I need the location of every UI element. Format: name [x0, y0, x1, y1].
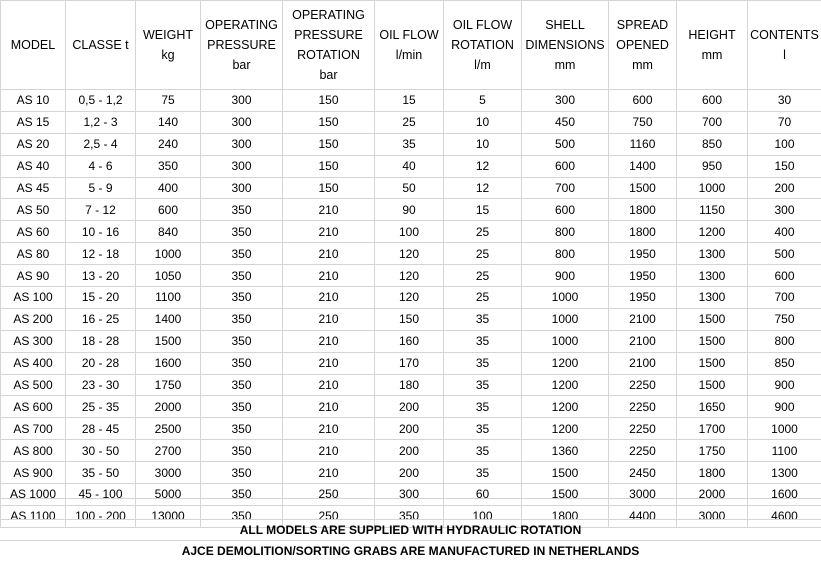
- table-cell: 1600: [136, 352, 201, 374]
- table-cell: 1000: [677, 177, 748, 199]
- table-cell: 600: [609, 90, 677, 112]
- table-cell: 350: [201, 374, 283, 396]
- table-cell: 50: [375, 177, 444, 199]
- table-cell: 350: [136, 155, 201, 177]
- table-cell: 35: [444, 440, 522, 462]
- table-cell: 400: [136, 177, 201, 199]
- table-row: [1, 418, 821, 440]
- table-cell: 5000: [136, 484, 201, 506]
- table-cell: 2000: [677, 484, 748, 506]
- model-cell: AS 20: [1, 133, 66, 155]
- table-cell: 1500: [677, 374, 748, 396]
- table-cell: 1100: [748, 440, 821, 462]
- table-cell: 1160: [609, 133, 677, 155]
- table-cell: 500: [748, 243, 821, 265]
- table-cell: 1600: [748, 484, 821, 506]
- table-cell: 2,5 - 4: [66, 133, 136, 155]
- table-cell: 20 - 28: [66, 352, 136, 374]
- table-cell: 600: [522, 199, 609, 221]
- table-cell: 200: [748, 177, 821, 199]
- table-cell: 35: [444, 396, 522, 418]
- column-header-contents: CONTENTS l: [748, 1, 821, 90]
- table-cell: 900: [522, 265, 609, 287]
- table-cell: 1700: [677, 418, 748, 440]
- model-cell: AS 1100: [1, 505, 66, 527]
- table-cell: 200: [375, 462, 444, 484]
- table-cell: 1360: [522, 440, 609, 462]
- table-cell: 4600: [748, 505, 821, 527]
- table-cell: 210: [283, 374, 375, 396]
- table-cell: 210: [283, 396, 375, 418]
- table-row: [1, 287, 821, 309]
- table-cell: 100: [748, 133, 821, 155]
- table-cell: 5: [444, 90, 522, 112]
- table-row: [1, 440, 821, 462]
- model-cell: AS 500: [1, 374, 66, 396]
- table-cell: 700: [522, 177, 609, 199]
- model-cell: AS 60: [1, 221, 66, 243]
- table-cell: 300: [522, 90, 609, 112]
- table-cell: 35: [444, 352, 522, 374]
- table-cell: 300: [201, 177, 283, 199]
- table-cell: 35: [444, 418, 522, 440]
- table-cell: 1200: [522, 418, 609, 440]
- table-cell: 1750: [677, 440, 748, 462]
- table-cell: 35: [375, 133, 444, 155]
- table-cell: 200: [375, 396, 444, 418]
- table-cell: 2250: [609, 418, 677, 440]
- table-cell: 7 - 12: [66, 199, 136, 221]
- table-header: [1, 1, 821, 90]
- table-cell: 210: [283, 243, 375, 265]
- table-cell: 300: [201, 133, 283, 155]
- table-cell: 150: [283, 90, 375, 112]
- table-cell: 3000: [677, 505, 748, 527]
- table-cell: 210: [283, 440, 375, 462]
- table-row: [1, 111, 821, 133]
- table-cell: 1500: [677, 308, 748, 330]
- table-cell: 350: [201, 418, 283, 440]
- table-cell: 4400: [609, 505, 677, 527]
- table-cell: 600: [522, 155, 609, 177]
- table-row: [1, 243, 821, 265]
- table-cell: 700: [748, 287, 821, 309]
- column-header-weight: WEIGHT kg: [136, 1, 201, 90]
- table-cell: 210: [283, 330, 375, 352]
- table-row: [1, 199, 821, 221]
- model-cell: AS 10: [1, 90, 66, 112]
- table-cell: 70: [748, 111, 821, 133]
- table-cell: 35: [444, 308, 522, 330]
- table-cell: 800: [522, 243, 609, 265]
- table-cell: 1650: [677, 396, 748, 418]
- table-cell: 5 - 9: [66, 177, 136, 199]
- table-cell: 240: [136, 133, 201, 155]
- table-cell: 350: [201, 352, 283, 374]
- table-cell: 200: [375, 418, 444, 440]
- table-cell: 1400: [609, 155, 677, 177]
- table-cell: 600: [677, 90, 748, 112]
- model-cell: AS 100: [1, 287, 66, 309]
- table-cell: 1000: [748, 418, 821, 440]
- table-cell: 150: [748, 155, 821, 177]
- model-cell: AS 400: [1, 352, 66, 374]
- table-cell: 1000: [522, 330, 609, 352]
- table-cell: 1950: [609, 243, 677, 265]
- table-row: [1, 177, 821, 199]
- table-cell: 180: [375, 374, 444, 396]
- table-cell: 850: [748, 352, 821, 374]
- table-cell: 120: [375, 243, 444, 265]
- table-cell: 10: [444, 111, 522, 133]
- table-row: [1, 352, 821, 374]
- table-row: [1, 396, 821, 418]
- table-cell: 140: [136, 111, 201, 133]
- model-cell: AS 800: [1, 440, 66, 462]
- table-cell: 1150: [677, 199, 748, 221]
- table-cell: 1050: [136, 265, 201, 287]
- table-cell: 300: [375, 484, 444, 506]
- table-row: [1, 462, 821, 484]
- table-cell: 25: [444, 243, 522, 265]
- model-cell: AS 15: [1, 111, 66, 133]
- table-cell: 1800: [609, 221, 677, 243]
- table-cell: 25: [444, 221, 522, 243]
- table-row: [1, 265, 821, 287]
- table-row: [1, 221, 821, 243]
- table-cell: 950: [677, 155, 748, 177]
- table-cell: 30: [748, 90, 821, 112]
- table-cell: 900: [748, 396, 821, 418]
- table-cell: 13 - 20: [66, 265, 136, 287]
- table-cell: 210: [283, 265, 375, 287]
- model-cell: AS 200: [1, 308, 66, 330]
- column-header-operating-pressure-rotation: OPERATING PRESSURE ROTATION bar: [283, 1, 375, 90]
- table-cell: 1000: [522, 287, 609, 309]
- table-cell: 2250: [609, 374, 677, 396]
- table-cell: 120: [375, 265, 444, 287]
- table-cell: 2250: [609, 396, 677, 418]
- model-cell: AS 80: [1, 243, 66, 265]
- table-cell: 150: [375, 308, 444, 330]
- table-cell: 1000: [136, 243, 201, 265]
- table-cell: 100 - 200: [66, 505, 136, 527]
- model-cell: AS 45: [1, 177, 66, 199]
- table-cell: 4 - 6: [66, 155, 136, 177]
- table-cell: 1950: [609, 287, 677, 309]
- table-cell: 2700: [136, 440, 201, 462]
- table-cell: 1000: [522, 308, 609, 330]
- table-cell: 160: [375, 330, 444, 352]
- table-cell: 2100: [609, 308, 677, 330]
- table-cell: 16 - 25: [66, 308, 136, 330]
- table-cell: 1500: [522, 484, 609, 506]
- table-body: [1, 90, 821, 528]
- table-cell: 23 - 30: [66, 374, 136, 396]
- table-cell: 1800: [609, 199, 677, 221]
- table-cell: 10: [444, 133, 522, 155]
- table-cell: 170: [375, 352, 444, 374]
- table-cell: 1200: [522, 374, 609, 396]
- table-cell: 2450: [609, 462, 677, 484]
- table-cell: 600: [136, 199, 201, 221]
- table-cell: 210: [283, 462, 375, 484]
- table-cell: 200: [375, 440, 444, 462]
- table-cell: 25: [375, 111, 444, 133]
- table-cell: 210: [283, 352, 375, 374]
- table-cell: 1500: [677, 330, 748, 352]
- table-cell: 1200: [522, 396, 609, 418]
- table-cell: 1750: [136, 374, 201, 396]
- table-cell: 100: [444, 505, 522, 527]
- model-cell: AS 700: [1, 418, 66, 440]
- column-header-classe: CLASSE t: [66, 1, 136, 90]
- table-cell: 700: [677, 111, 748, 133]
- table-cell: 2000: [136, 396, 201, 418]
- table-cell: 2500: [136, 418, 201, 440]
- table-cell: 1300: [677, 243, 748, 265]
- table-cell: 25: [444, 265, 522, 287]
- table-cell: 1300: [677, 287, 748, 309]
- table-cell: 300: [748, 199, 821, 221]
- table-cell: 1500: [609, 177, 677, 199]
- table-cell: 450: [522, 111, 609, 133]
- table-cell: 1100: [136, 287, 201, 309]
- table-cell: 250: [283, 505, 375, 527]
- table-cell: 750: [748, 308, 821, 330]
- table-cell: 1500: [522, 462, 609, 484]
- table-cell: 1800: [522, 505, 609, 527]
- table-cell: 350: [201, 505, 283, 527]
- header-row: [1, 1, 821, 90]
- model-cell: AS 1000: [1, 484, 66, 506]
- table-cell: 1800: [677, 462, 748, 484]
- model-cell: AS 300: [1, 330, 66, 352]
- footer-note-manufactured: AJCE DEMOLITION/SORTING GRABS ARE MANUFACTURED IN NETHERLANDS: [0, 540, 821, 561]
- table-cell: 350: [201, 396, 283, 418]
- table-cell: 35: [444, 330, 522, 352]
- table-cell: 500: [522, 133, 609, 155]
- column-header-oil-flow: OIL FLOW l/min: [375, 1, 444, 90]
- table-row: [1, 308, 821, 330]
- column-header-shell-dimensions: SHELL DIMENSIONS mm: [522, 1, 609, 90]
- column-header-height: HEIGHT mm: [677, 1, 748, 90]
- table-cell: 25: [444, 287, 522, 309]
- table-cell: 15: [375, 90, 444, 112]
- table-cell: 400: [748, 221, 821, 243]
- footer-note-rotation: ALL MODELS ARE SUPPLIED WITH HYDRAULIC ROTATION: [0, 519, 821, 540]
- column-header-operating-pressure: OPERATING PRESSURE bar: [201, 1, 283, 90]
- table-cell: 850: [677, 133, 748, 155]
- table-cell: 15 - 20: [66, 287, 136, 309]
- table-cell: 1950: [609, 265, 677, 287]
- table-cell: 250: [283, 484, 375, 506]
- table-cell: 1400: [136, 308, 201, 330]
- table-cell: 10 - 16: [66, 221, 136, 243]
- table-cell: 12: [444, 155, 522, 177]
- table-cell: 0,5 - 1,2: [66, 90, 136, 112]
- table-cell: 350: [201, 308, 283, 330]
- table-cell: 1300: [748, 462, 821, 484]
- table-cell: 350: [201, 484, 283, 506]
- table-cell: 18 - 28: [66, 330, 136, 352]
- table-cell: 45 - 100: [66, 484, 136, 506]
- table-row: [1, 330, 821, 352]
- table-cell: 12: [444, 177, 522, 199]
- table-row: [1, 133, 821, 155]
- table-cell: 800: [522, 221, 609, 243]
- table-cell: 600: [748, 265, 821, 287]
- table-cell: 840: [136, 221, 201, 243]
- table-cell: 350: [375, 505, 444, 527]
- table-cell: 75: [136, 90, 201, 112]
- model-cell: AS 600: [1, 396, 66, 418]
- table-cell: 350: [201, 330, 283, 352]
- table-cell: 3000: [136, 462, 201, 484]
- table-row: [1, 374, 821, 396]
- table-cell: 300: [201, 90, 283, 112]
- table-cell: 1500: [136, 330, 201, 352]
- table-cell: 35: [444, 374, 522, 396]
- table-cell: 210: [283, 221, 375, 243]
- table-row: [1, 90, 821, 112]
- footer-spacer: [0, 498, 821, 519]
- table-cell: 150: [283, 111, 375, 133]
- model-cell: AS 90: [1, 265, 66, 287]
- table-cell: 1300: [677, 265, 748, 287]
- table-cell: 90: [375, 199, 444, 221]
- table-row: [1, 155, 821, 177]
- table-cell: 1500: [677, 352, 748, 374]
- table-cell: 350: [201, 462, 283, 484]
- table-cell: 2250: [609, 440, 677, 462]
- table-cell: 40: [375, 155, 444, 177]
- table-cell: 350: [201, 243, 283, 265]
- column-header-model: MODEL: [1, 1, 66, 90]
- table-cell: 350: [201, 221, 283, 243]
- table-cell: 15: [444, 199, 522, 221]
- table-cell: 35 - 50: [66, 462, 136, 484]
- table-cell: 28 - 45: [66, 418, 136, 440]
- table-cell: 100: [375, 221, 444, 243]
- table-cell: 210: [283, 418, 375, 440]
- table-cell: 350: [201, 265, 283, 287]
- table-cell: 150: [283, 177, 375, 199]
- table-cell: 12 - 18: [66, 243, 136, 265]
- table-cell: 60: [444, 484, 522, 506]
- table-cell: 900: [748, 374, 821, 396]
- table-cell: 750: [609, 111, 677, 133]
- table-cell: 210: [283, 308, 375, 330]
- table-cell: 300: [201, 155, 283, 177]
- table-cell: 3000: [609, 484, 677, 506]
- table-cell: 1,2 - 3: [66, 111, 136, 133]
- model-cell: AS 900: [1, 462, 66, 484]
- model-cell: AS 40: [1, 155, 66, 177]
- table-cell: 350: [201, 287, 283, 309]
- table-cell: 13000: [136, 505, 201, 527]
- column-header-oil-flow-rotation: OIL FLOW ROTATION l/m: [444, 1, 522, 90]
- table-cell: 350: [201, 440, 283, 462]
- table-cell: 350: [201, 199, 283, 221]
- model-cell: AS 50: [1, 199, 66, 221]
- table-cell: 1200: [677, 221, 748, 243]
- table-cell: 800: [748, 330, 821, 352]
- table-cell: 300: [201, 111, 283, 133]
- table-cell: 150: [283, 133, 375, 155]
- table-cell: 210: [283, 199, 375, 221]
- table-cell: 120: [375, 287, 444, 309]
- table-cell: 210: [283, 287, 375, 309]
- table-cell: 2100: [609, 352, 677, 374]
- column-header-spread-opened: SPREAD OPENED mm: [609, 1, 677, 90]
- table-cell: 30 - 50: [66, 440, 136, 462]
- table-cell: 2100: [609, 330, 677, 352]
- table-cell: 150: [283, 155, 375, 177]
- table-cell: 1200: [522, 352, 609, 374]
- table-cell: 35: [444, 462, 522, 484]
- table-cell: 25 - 35: [66, 396, 136, 418]
